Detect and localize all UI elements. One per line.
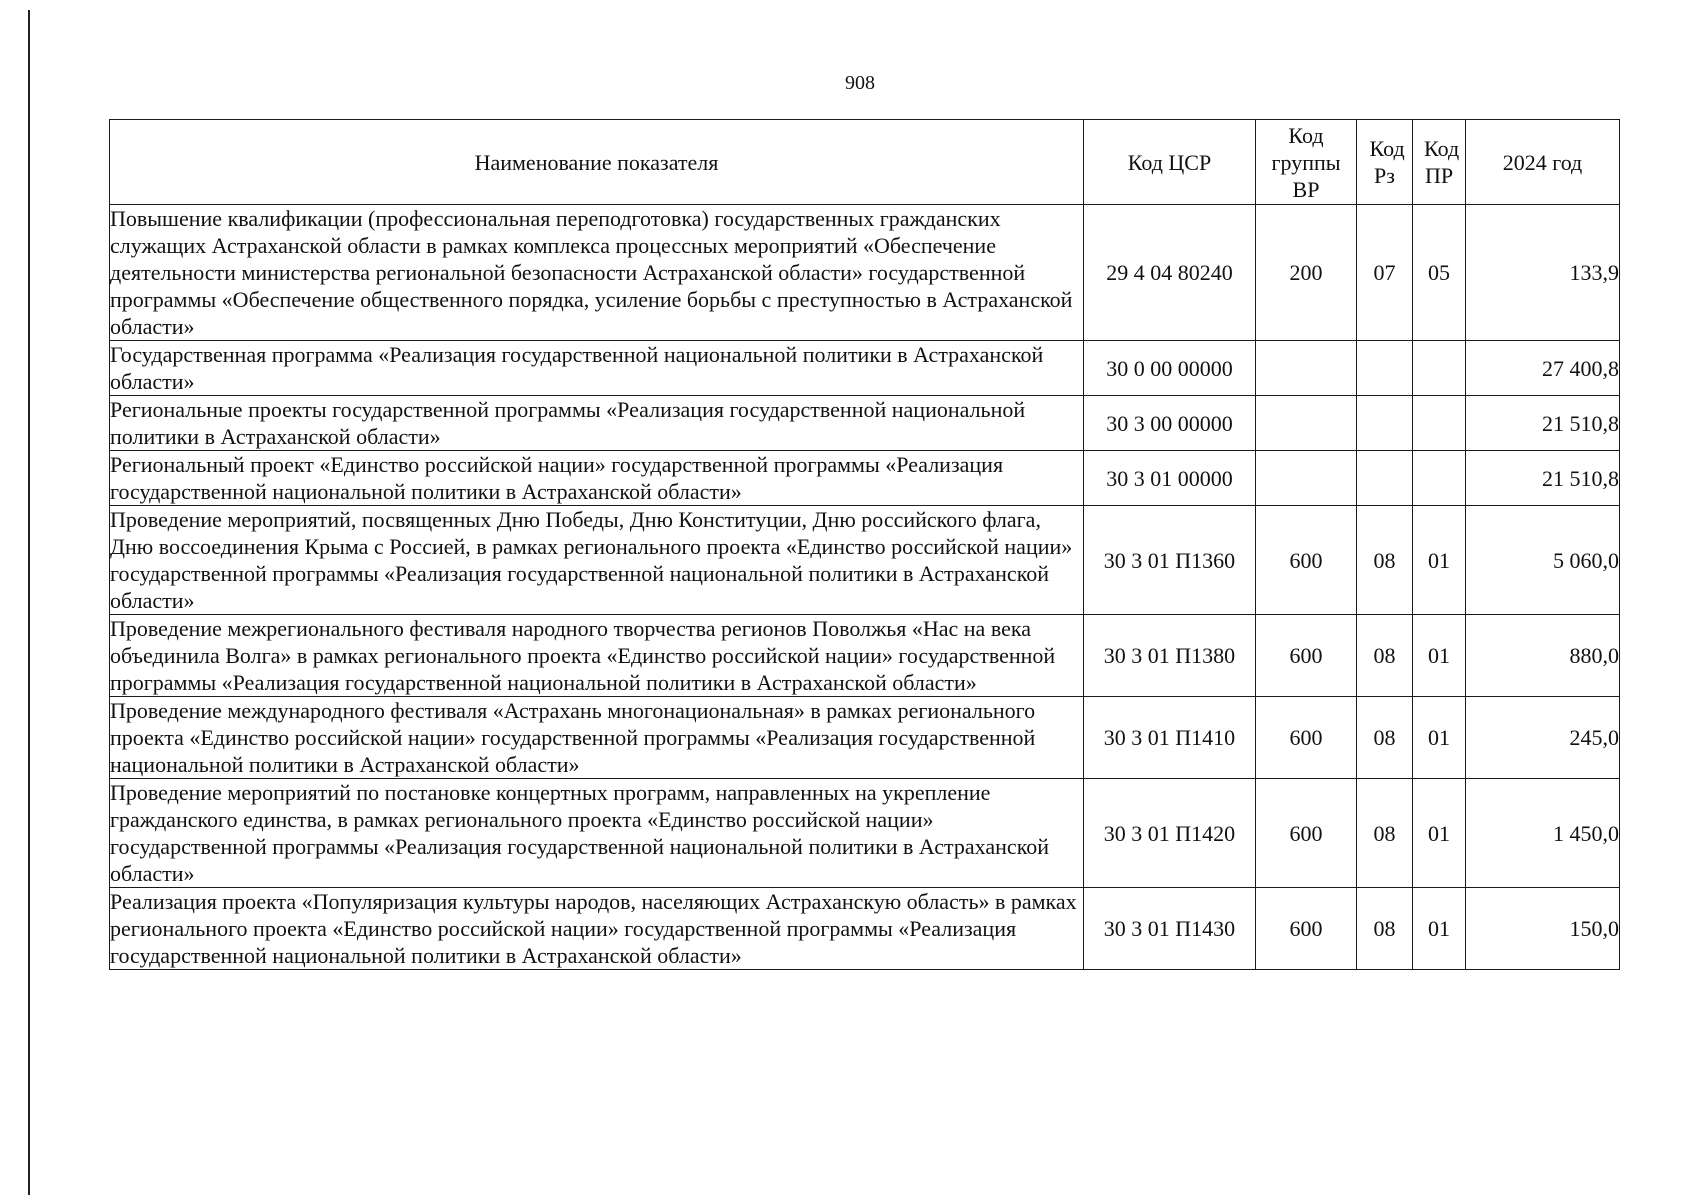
binding-margin-line [28,10,30,1195]
row-pr-code: 01 [1413,697,1466,779]
row-pr-code: 01 [1413,506,1466,615]
header-rz [1357,120,1413,205]
row-amount: 5 060,0 [1466,506,1620,615]
row-amount: 27 400,8 [1466,341,1620,396]
row-csr-code: 30 3 01 00000 [1084,451,1256,506]
table-row [110,888,1620,970]
row-vr-code: 200 [1256,205,1357,341]
row-csr-code: 30 3 01 П1430 [1084,888,1256,970]
row-name: Региональные проекты государственной программы «Реализация государственной национальной политики в Астраханской области» [110,396,1084,451]
row-pr-code: 05 [1413,205,1466,341]
row-name: Проведение международного фестиваля «Астрахань многонациональная» в рамках регионального проекта «Единство российской нации» государственной программы «Реализация государственной национальной политики в Астраханской области» [110,697,1084,779]
row-vr-code: 600 [1256,506,1357,615]
row-amount: 21 510,8 [1466,396,1620,451]
header-row [110,120,1620,205]
row-rz-code: 08 [1357,779,1413,888]
row-rz-code: 07 [1357,205,1413,341]
row-vr-code: 600 [1256,888,1357,970]
row-amount: 1 450,0 [1466,779,1620,888]
row-pr-code: 01 [1413,779,1466,888]
row-pr-code: 01 [1413,888,1466,970]
budget-table [109,119,1620,970]
row-vr-code [1256,451,1357,506]
row-rz-code [1357,396,1413,451]
table-row [110,615,1620,697]
row-name: Проведение мероприятий по постановке концертных программ, направленных на укрепление гражданского единства, в рамках регионального проекта «Единство российской нации» государственной программы «Реализация государственной национальной политики в Астраханской области» [110,779,1084,888]
row-csr-code: 30 3 01 П1360 [1084,506,1256,615]
row-name: Проведение мероприятий, посвященных Дню Победы, Дню Конституции, Дню российского флага, Дню воссоединения Крыма с Россией, в рамках регионального проекта «Единство российской нации» государственной программы «Реализация государственной национальной политики в Астраханской области» [110,506,1084,615]
row-vr-code: 600 [1256,697,1357,779]
row-rz-code: 08 [1357,697,1413,779]
row-amount: 880,0 [1466,615,1620,697]
row-amount: 21 510,8 [1466,451,1620,506]
table-body [110,205,1620,970]
row-name: Государственная программа «Реализация государственной национальной политики в Астраханской области» [110,341,1084,396]
row-pr-code [1413,341,1466,396]
row-rz-code: 08 [1357,615,1413,697]
header-rz-label: Код Рз [1369,136,1405,188]
row-csr-code: 30 0 00 00000 [1084,341,1256,396]
row-pr-code [1413,451,1466,506]
row-vr-code: 600 [1256,779,1357,888]
row-rz-code: 08 [1357,888,1413,970]
row-csr-code: 30 3 00 00000 [1084,396,1256,451]
row-vr-code [1256,396,1357,451]
row-csr-code: 30 3 01 П1420 [1084,779,1256,888]
table-row [110,779,1620,888]
table-row [110,396,1620,451]
table-row [110,451,1620,506]
header-csr: Код ЦСР [1084,120,1256,205]
table-row [110,697,1620,779]
row-pr-code [1413,396,1466,451]
row-name: Проведение межрегионального фестиваля народного творчества регионов Поволжья «Нас на века объединила Волга» в рамках регионального проекта «Единство российской нации» государственной программы «Реализация государственной национальной политики в Астраханской области» [110,615,1084,697]
table-header [110,120,1620,205]
row-rz-code [1357,341,1413,396]
header-vr [1256,120,1357,205]
row-vr-code [1256,341,1357,396]
row-amount: 150,0 [1466,888,1620,970]
table-row [110,205,1620,341]
table-row [110,341,1620,396]
row-csr-code: 30 3 01 П1380 [1084,615,1256,697]
row-amount: 245,0 [1466,697,1620,779]
row-amount: 133,9 [1466,205,1620,341]
row-name: Повышение квалификации (профессиональная переподготовка) государственных гражданских служащих Астраханской области в рамках комплекса процессных мероприятий «Обеспечение деятельности министерства региональной безопасности Астраханской области» государственной программы «Обеспечение общественного порядка, усиление борьбы с преступностью в Астраханской области» [110,205,1084,341]
row-pr-code: 01 [1413,615,1466,697]
row-name: Реализация проекта «Популяризация культуры народов, населяющих Астраханскую область» в рамках регионального проекта «Единство российской нации» государственной программы «Реализация государственной национальной политики в Астраханской области» [110,888,1084,970]
page-number: 908 [845,72,875,94]
header-vr-label: Код группы ВР [1271,122,1341,202]
header-year: 2024 год [1466,120,1620,205]
header-pr-label: Код ПР [1424,136,1460,188]
row-csr-code: 29 4 04 80240 [1084,205,1256,341]
row-name: Региональный проект «Единство российской нации» государственной программы «Реализация государственной национальной политики в Астраханской области» [110,451,1084,506]
row-rz-code [1357,451,1413,506]
row-vr-code: 600 [1256,615,1357,697]
table-row [110,506,1620,615]
header-pr [1413,120,1466,205]
header-name: Наименование показателя [110,120,1084,205]
row-rz-code: 08 [1357,506,1413,615]
row-csr-code: 30 3 01 П1410 [1084,697,1256,779]
